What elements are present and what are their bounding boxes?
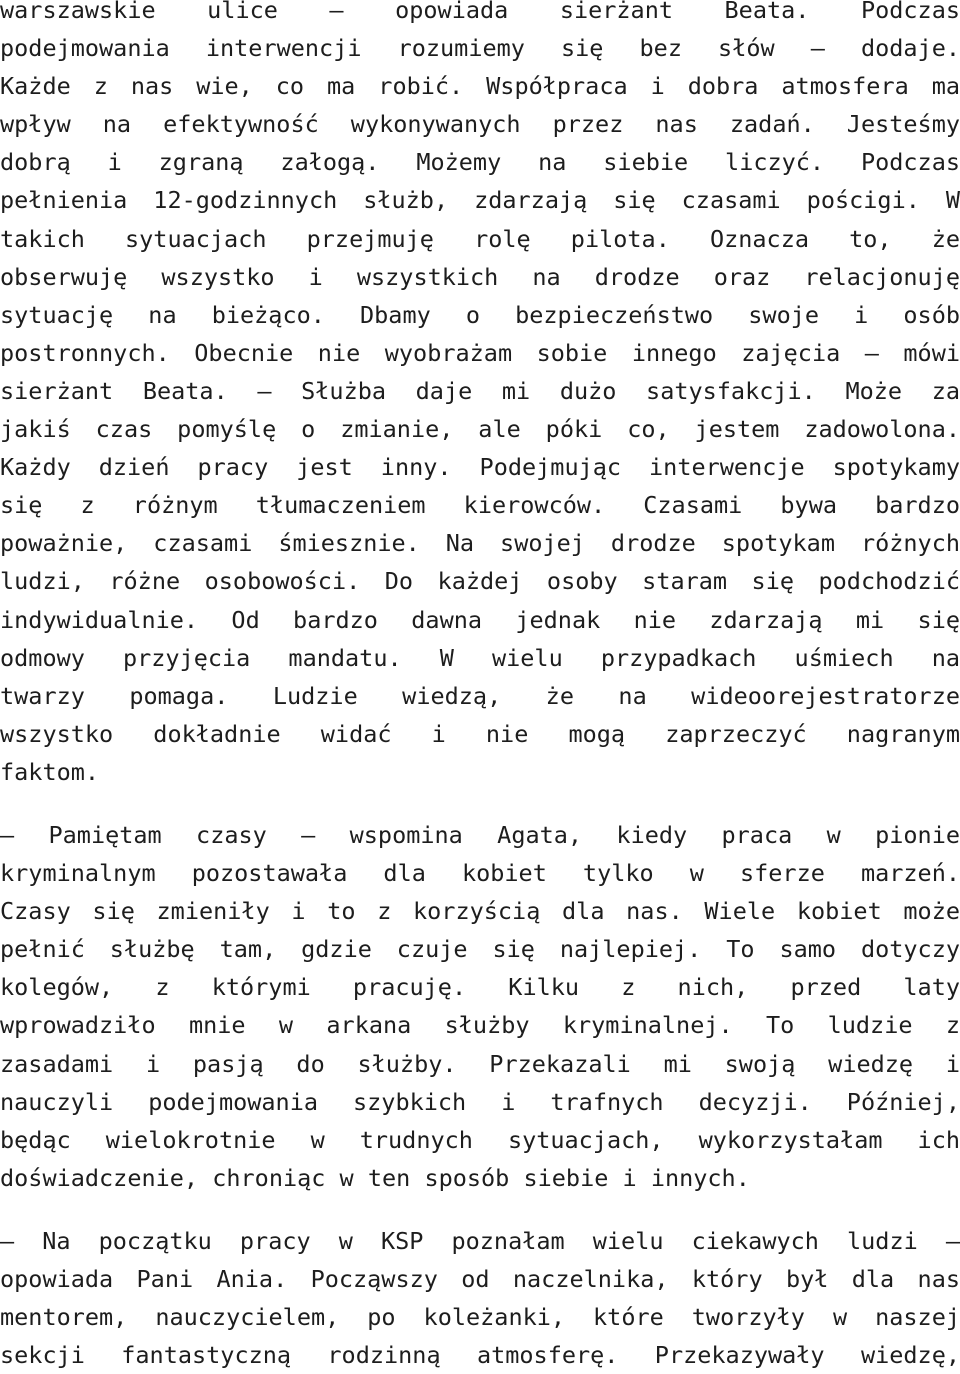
text-line: twarzy pomaga. Ludzie wiedzą, że na wideoorejestratorze bbox=[0, 681, 960, 710]
paragraph bbox=[0, 1222, 960, 1374]
text-line: mentorem, nauczycielem, po koleżanki, które tworzyły w naszej bbox=[0, 1303, 960, 1332]
text-line: sytuację na bieżąco. Dbamy o bezpieczeństwo swoje i osób bbox=[0, 300, 960, 329]
text-line: poważnie, czasami śmiesznie. Na swojej drodze spotykam różnych bbox=[0, 529, 960, 558]
text-line: odmowy przyjęcia mandatu. W wielu przypadkach uśmiech na bbox=[0, 643, 960, 672]
text-line: warszawskie ulice – opowiada sierżant Beata. Podczas bbox=[0, 0, 960, 24]
text-line: faktom. bbox=[0, 757, 100, 786]
text-line: pełnienia 12-godzinnych służb, zdarzają się czasami pościgi. W bbox=[0, 186, 960, 215]
text-line: będąc wielokrotnie w trudnych sytuacjach, wykorzystałam ich bbox=[0, 1125, 960, 1154]
text-line: wpływ na efektywność wykonywanych przez nas zadań. Jesteśmy bbox=[0, 110, 960, 139]
text-line: postronnych. Obecnie nie wyobrażam sobie innego zajęcia – mówi bbox=[0, 338, 960, 367]
text-line: obserwuję wszystko i wszystkich na drodze oraz relacjonuję bbox=[0, 262, 960, 291]
text-line: Każde z nas wie, co ma robić. Współpraca i dobra atmosfera ma bbox=[0, 72, 960, 101]
text-line: jakiś czas pomyślę o zmianie, ale póki co, jestem zadowolona. bbox=[0, 415, 960, 444]
text-line: – Na początku pracy w KSP poznałam wielu ciekawych ludzi – bbox=[0, 1226, 960, 1255]
text-line: opowiada Pani Ania. Począwszy od naczelnika, który był dla nas bbox=[0, 1265, 960, 1293]
text-line: wprowadziło mnie w arkana służby kryminalnej. To ludzie z bbox=[0, 1011, 960, 1040]
text-line: indywidualnie. Od bardzo dawna jednak nie zdarzają mi się bbox=[0, 605, 960, 634]
text-line: Każdy dzień pracy jest inny. Podejmując interwencje spotykamy bbox=[0, 453, 960, 482]
text-line: dobrą i zgraną załogą. Możemy na siebie liczyć. Podczas bbox=[0, 148, 960, 177]
text-line: – Pamiętam czasy – wspomina Agata, kiedy praca w pionie bbox=[0, 820, 960, 849]
text-line: nauczyli podejmowania szybkich i trafnych decyzji. Później, bbox=[0, 1087, 960, 1116]
text-line: ludzi, różne osobowości. Do każdej osoby staram się podchodzić bbox=[0, 567, 960, 596]
text-line: Czasy się zmieniły i to z korzyścią dla nas. Wiele kobiet może bbox=[0, 897, 960, 926]
text-line: kryminalnym pozostawała dla kobiet tylko w sferze marzeń. bbox=[0, 859, 960, 888]
text-line: podejmowania interwencji rozumiemy się bez słów – dodaje. bbox=[0, 34, 960, 63]
text-line: kolegów, z którymi pracuję. Kilku z nich, przed laty bbox=[0, 973, 960, 1002]
paragraph bbox=[0, 816, 960, 1197]
text-line: wszystko dokładnie widać i nie mogą zaprzeczyć nagranym bbox=[0, 719, 960, 748]
text-line: pełnić służbę tam, gdzie czuje się najlepiej. To samo dotyczy bbox=[0, 935, 960, 964]
text-line: doświadczenie, chroniąc w ten sposób siebie i innych. bbox=[0, 1163, 750, 1192]
text-line: zasadami i pasją do służby. Przekazali mi swoją wiedzę i bbox=[0, 1049, 960, 1078]
text-line: sekcji fantastyczną rodzinną atmosferę. Przekazywały wiedzę, bbox=[0, 1341, 960, 1370]
text-line: takich sytuacjach przejmuję rolę pilota. Oznacza to, że bbox=[0, 224, 960, 253]
text-line: sierżant Beata. – Służba daje mi dużo satysfakcji. Może za bbox=[0, 376, 960, 405]
text-line: się z różnym tłumaczeniem kierowców. Czasami bywa bardzo bbox=[0, 491, 960, 520]
